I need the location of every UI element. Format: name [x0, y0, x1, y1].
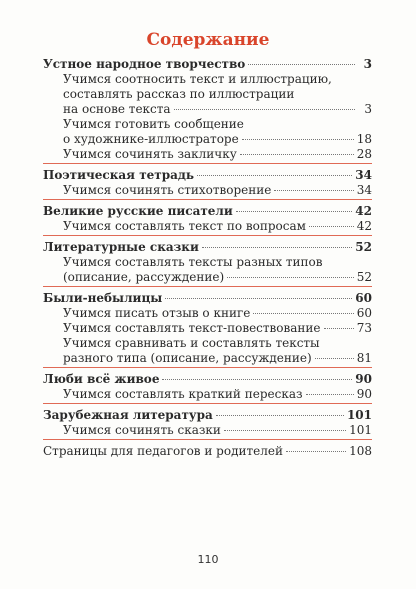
item-title: Учимся составлять текст-повествование: [63, 321, 321, 335]
item-title: Учимся сочинять закличку: [63, 147, 237, 161]
dot-leader: [162, 379, 352, 380]
dot-leader: [240, 154, 354, 155]
toc-item[interactable]: [43, 351, 372, 366]
dot-leader: [236, 211, 353, 212]
section-divider: [43, 235, 372, 236]
section-title: Литературные сказки: [43, 240, 199, 254]
toc-item[interactable]: [43, 387, 372, 402]
item-line: составлять рассказ по иллюстрации: [63, 87, 295, 101]
item-title: на основе текста: [63, 102, 171, 116]
item-page: 34: [356, 183, 372, 197]
dot-leader: [309, 226, 354, 227]
dot-leader: [224, 430, 346, 431]
section-title: Великие русские писатели: [43, 204, 233, 218]
item-line: Учимся сравнивать и составлять тексты: [63, 336, 320, 350]
section-heading[interactable]: [43, 408, 372, 423]
section-heading[interactable]: [43, 240, 372, 255]
section-divider: [43, 403, 372, 404]
toc-item[interactable]: [43, 183, 372, 198]
item-page: 90: [356, 387, 372, 401]
dot-leader: [242, 139, 354, 140]
section-heading[interactable]: [43, 168, 372, 183]
section-divider: [43, 199, 372, 200]
item-title: Учимся сочинять сказки: [63, 423, 221, 437]
dot-leader: [197, 175, 352, 176]
dot-leader: [165, 298, 352, 299]
item-title: разного типа (описание, рассуждение): [63, 351, 312, 365]
item-title: Учимся составлять текст по вопросам: [63, 219, 306, 233]
item-page: 60: [356, 306, 372, 320]
section-page: 60: [355, 291, 372, 305]
section-divider: [43, 367, 372, 368]
section-heading[interactable]: [43, 372, 372, 387]
table-of-contents: [43, 57, 372, 459]
toc-item[interactable]: [43, 219, 372, 234]
closing-page: 108: [349, 444, 372, 458]
dot-leader: [216, 415, 344, 416]
dot-leader: [253, 313, 353, 314]
section-divider: [43, 439, 372, 440]
item-title: Учимся сочинять стихотворение: [63, 183, 272, 197]
section-title: Зарубежная литература: [43, 408, 213, 422]
section-page: 52: [355, 240, 372, 254]
section-heading[interactable]: [43, 204, 372, 219]
section-divider: [43, 286, 372, 287]
toc-section: [43, 240, 372, 287]
section-page: 34: [355, 168, 372, 182]
toc-section: [43, 408, 372, 440]
section-heading[interactable]: [43, 57, 372, 72]
section-title: Поэтическая тетрадь: [43, 168, 195, 182]
toc-item[interactable]: [43, 321, 372, 336]
item-page: 73: [356, 321, 372, 335]
toc-section: [43, 291, 372, 368]
item-page: 101: [349, 423, 372, 437]
item-title: Учимся писать отзыв о книге: [63, 306, 251, 320]
item-line: Учимся готовить сообщение: [63, 117, 244, 131]
section-page: 101: [346, 408, 372, 422]
dot-leader: [274, 190, 353, 191]
section-title: Люби всё живое: [43, 372, 160, 386]
section-divider: [43, 163, 372, 164]
item-line: Учимся составлять тексты разных типов: [63, 255, 323, 269]
item-page: 52: [356, 270, 372, 284]
toc-section: [43, 57, 372, 164]
item-page: 28: [356, 147, 372, 161]
item-line: Учимся соотносить текст и иллюстрацию,: [63, 72, 332, 86]
section-title: Были-небылицы: [43, 291, 163, 305]
dot-leader: [306, 394, 354, 395]
dot-leader: [248, 64, 355, 65]
item-page: 81: [356, 351, 372, 365]
item-title: (описание, рассуждение): [63, 270, 225, 284]
dot-leader: [286, 451, 346, 452]
dot-leader: [202, 247, 352, 248]
toc-item[interactable]: [43, 306, 372, 321]
toc-section: [43, 204, 372, 236]
section-page: 90: [355, 372, 372, 386]
toc-section: [43, 372, 372, 404]
item-page: 18: [356, 132, 372, 146]
section-page: 42: [355, 204, 372, 218]
toc-section: [43, 168, 372, 200]
item-title: о художнике-иллюстраторе: [63, 132, 239, 146]
dot-leader: [227, 277, 354, 278]
dot-leader: [315, 358, 354, 359]
section-title: Устное народное творчество: [43, 57, 246, 71]
toc-item[interactable]: [43, 102, 372, 117]
section-heading[interactable]: [43, 291, 372, 306]
item-page: 3: [364, 102, 372, 116]
toc-item[interactable]: [43, 147, 372, 162]
section-page: 3: [363, 57, 372, 71]
toc-item[interactable]: [43, 423, 372, 438]
toc-item[interactable]: [43, 270, 372, 285]
item-page: 42: [356, 219, 372, 233]
toc-closing-item[interactable]: [43, 444, 372, 459]
toc-item[interactable]: [43, 132, 372, 147]
page-title: Содержание: [146, 30, 270, 50]
closing-title: Страницы для педагогов и родителей: [43, 444, 283, 458]
page-number: 110: [197, 553, 219, 566]
item-title: Учимся составлять краткий пересказ: [63, 387, 303, 401]
dot-leader: [174, 109, 355, 110]
dot-leader: [324, 328, 354, 329]
